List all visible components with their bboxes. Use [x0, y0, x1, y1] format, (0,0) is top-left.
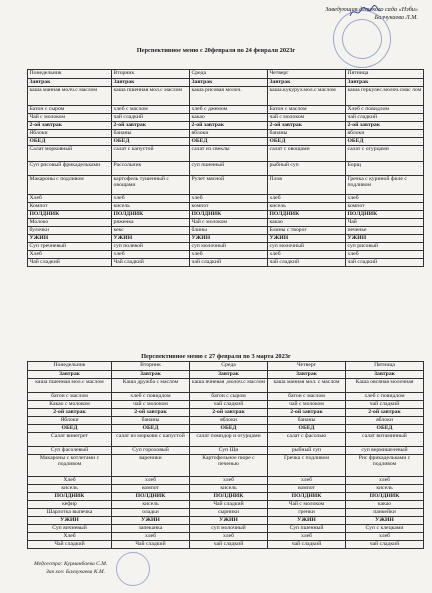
menu-cell: ОБЕД	[28, 425, 112, 433]
footer-signatures	[34, 560, 107, 576]
menu-cell: хлеб	[346, 251, 424, 259]
menu-cell: чай сладкий	[346, 114, 424, 122]
table-row	[28, 509, 424, 517]
menu-cell: хлеб	[112, 195, 190, 203]
menu-cell: оладьи	[112, 509, 190, 517]
menu-cell: кисель	[190, 485, 268, 493]
menu-cell: ПОЛДНИК	[190, 211, 268, 219]
menu-cell: чай сладкий	[190, 401, 268, 409]
menu-cell: Макароны с котлетами с подливом	[28, 455, 112, 477]
menu-cell: компот	[190, 203, 268, 211]
menu-cell: рыбный суп	[268, 162, 346, 176]
menu-cell: Завтрак	[112, 371, 190, 379]
menu-cell: ОБЕД	[346, 425, 424, 433]
menu-cell: ОБЕД	[346, 138, 424, 146]
table-row	[28, 176, 424, 195]
menu-cell: УЖИН	[28, 235, 112, 243]
menu-cell: Макароны с подливом	[28, 176, 112, 195]
table-row	[28, 130, 424, 138]
menu-cell: Чай сладкий	[190, 501, 268, 509]
table-row	[28, 259, 424, 267]
menu-cell: УЖИН	[28, 517, 112, 525]
menu-cell: 2-ой завтрак	[346, 122, 424, 130]
menu-cell: Батон с маслом	[268, 106, 346, 114]
menu-cell: булочки	[28, 227, 112, 235]
menu-cell: печенье	[346, 227, 424, 235]
menu-cell: Блины с творог	[268, 227, 346, 235]
menu-cell: чай сладкий	[346, 259, 424, 267]
table-row	[28, 501, 424, 509]
table-row	[28, 211, 424, 219]
menu-cell: ПОЛДНИК	[28, 211, 112, 219]
menu-cell: Хлеб	[28, 477, 112, 485]
table-row	[28, 433, 424, 447]
menu-cell: хлеб	[190, 195, 268, 203]
menu-cell: рыбный суп	[268, 447, 346, 455]
menu-cell: Чай с молоком	[190, 219, 268, 227]
table-row	[28, 243, 424, 251]
menu-cell: картофель тушенный с овощами	[112, 176, 190, 195]
menu-cell: Хлеб	[28, 195, 112, 203]
table-row	[28, 379, 424, 393]
menu-cell: УЖИН	[112, 235, 190, 243]
menu-cell: бананы	[112, 417, 190, 425]
approval-line-2: Балчукаева Л.М.	[374, 14, 418, 21]
menu-cell: вареники	[112, 455, 190, 477]
day-header: Пятница	[346, 362, 424, 371]
menu-cell: Рассольник	[112, 162, 190, 176]
menu-cell: кисель	[346, 485, 424, 493]
footer-stamp-icon	[116, 552, 150, 586]
menu-cell: ОБЕД	[112, 425, 190, 433]
menu-cell: Завтрак	[268, 79, 346, 87]
table-row	[28, 401, 424, 409]
menu-cell: ОБЕД	[28, 138, 112, 146]
menu-cell: кисель	[268, 203, 346, 211]
menu-cell: УЖИН	[190, 235, 268, 243]
menu-cell: ОБЕД	[112, 138, 190, 146]
menu-cell: Чай с молоком	[268, 501, 346, 509]
menu-cell: ОБЕД	[190, 425, 268, 433]
menu-cell: яблоки	[190, 130, 268, 138]
menu-cell: ОБЕД	[268, 138, 346, 146]
menu-cell: хлеб	[268, 533, 346, 541]
menu-cell: Шарлотка выпечка	[28, 509, 112, 517]
menu-cell: 2-ой завтрак	[268, 409, 346, 417]
menu-cell: каша пшенная мол.с маслом	[28, 379, 112, 393]
table-row	[28, 447, 424, 455]
menu-cell: хлеб с джемом	[190, 106, 268, 114]
menu-title-2: Перспективное меню с 27 февраля по 3 марта 2023г	[141, 353, 291, 360]
menu-cell: УЖИН	[190, 517, 268, 525]
menu-cell: 2-ой завтрак	[28, 122, 112, 130]
day-header: Вторник	[112, 70, 190, 79]
menu-cell: хлеб с повидлом	[346, 393, 424, 401]
menu-cell: хлеб	[112, 533, 190, 541]
menu-cell: батон с сыром	[190, 393, 268, 401]
menu-cell: какао	[268, 219, 346, 227]
menu-cell: каша манная мол. с маслом	[268, 379, 346, 393]
menu-cell: каша пшенная мол.с маслом	[112, 87, 190, 106]
menu-cell: хлеб	[268, 251, 346, 259]
menu-cell: 2-ой завтрак	[190, 122, 268, 130]
menu-cell: салат из свеклы	[190, 146, 268, 162]
menu-cell: хлеб	[112, 477, 190, 485]
menu-title-1: Перспективное меню с 20февраля по 24 февраля 2023г	[136, 47, 296, 54]
menu-cell: салат из моркови с капустой	[112, 433, 190, 447]
menu-cell: Рулет мясной	[190, 176, 268, 195]
table-row	[28, 195, 424, 203]
day-header-row	[28, 362, 424, 371]
table-row	[28, 455, 424, 477]
menu-cell: чай сладкий	[268, 541, 346, 549]
menu-cell: панкейки	[346, 509, 424, 517]
menu-cell: УЖИН	[268, 235, 346, 243]
menu-cell: хлеб	[346, 195, 424, 203]
menu-cell: суп рисовый	[346, 243, 424, 251]
menu-cell: ПОЛДНИК	[112, 493, 190, 501]
menu-cell: гренки	[268, 509, 346, 517]
menu-cell: Хлеб	[28, 251, 112, 259]
menu-cell: Завтрак	[190, 371, 268, 379]
menu-cell: Яблоки	[28, 130, 112, 138]
day-header-row	[28, 70, 424, 79]
menu-cell: ПОЛДНИК	[190, 493, 268, 501]
menu-cell: Чай сладкий	[28, 259, 112, 267]
menu-cell: ПОЛДНИК	[346, 493, 424, 501]
table-row	[28, 485, 424, 493]
menu-cell: хлеб	[346, 533, 424, 541]
menu-cell: блины	[190, 227, 268, 235]
menu-cell: компот	[112, 485, 190, 493]
menu-cell: Суп с клецками	[346, 525, 424, 533]
menu-cell: ПОЛДНИК	[28, 493, 112, 501]
menu-cell: батон с маслом	[268, 393, 346, 401]
menu-cell: Завтрак	[190, 79, 268, 87]
menu-cell: ОБЕД	[190, 138, 268, 146]
day-header: Среда	[190, 70, 268, 79]
menu-cell: салат с капустой	[112, 146, 190, 162]
menu-cell: хлеб	[112, 251, 190, 259]
table-row	[28, 79, 424, 87]
menu-cell: хлеб с маслом	[112, 106, 190, 114]
menu-cell: Суп гороховый	[112, 447, 190, 455]
menu-cell: хлеб	[346, 477, 424, 485]
menu-table-week-1	[27, 69, 424, 267]
menu-cell: суп молочный	[190, 525, 268, 533]
table-row	[28, 138, 424, 146]
menu-cell: суп молочный	[190, 243, 268, 251]
menu-cell: 2-ой завтрак	[190, 409, 268, 417]
menu-cell: Батон с сыром	[28, 106, 112, 114]
menu-cell: хлеб	[268, 195, 346, 203]
menu-cell: кисель	[28, 485, 112, 493]
menu-cell: Компот	[28, 203, 112, 211]
approval-line-1: Заведующая детского сада «Нэби»	[325, 6, 418, 13]
menu-cell: Гречка с куриной филе с подливом	[346, 176, 424, 195]
menu-cell: Суп фасолевый	[28, 447, 112, 455]
menu-cell: хлеб с повидлом	[112, 393, 190, 401]
table-row	[28, 517, 424, 525]
menu-cell: яблоки	[346, 130, 424, 138]
day-header: Понедельник	[28, 362, 112, 371]
menu-cell: Суп рисовый фрикадельками	[28, 162, 112, 176]
menu-cell: какао	[190, 114, 268, 122]
menu-cell: Салат морковный	[28, 146, 112, 162]
menu-cell: Рис фрикадельками с подливом	[346, 455, 424, 477]
menu-cell: Чай с молоком	[28, 114, 112, 122]
menu-cell: УЖИН	[346, 517, 424, 525]
day-header: Четверг	[268, 362, 346, 371]
menu-cell: салат с огурцами	[346, 146, 424, 162]
table-row	[28, 541, 424, 549]
menu-cell: Каша овсяная молочная	[346, 379, 424, 393]
menu-cell: бананы	[268, 130, 346, 138]
menu-cell: Суп Щи	[190, 447, 268, 455]
menu-cell: УЖИН	[346, 235, 424, 243]
menu-cell: ПОЛДНИК	[268, 211, 346, 219]
table-row	[28, 219, 424, 227]
menu-cell: чай сладкий	[346, 401, 424, 409]
menu-cell: бананы	[268, 417, 346, 425]
menu-cell: каша геркулес.молоч.смас лом	[346, 87, 424, 106]
menu-cell: чай сладкий	[112, 114, 190, 122]
menu-cell: ПОЛДНИК	[112, 211, 190, 219]
table-row	[28, 162, 424, 176]
menu-cell: чай сладкий	[190, 259, 268, 267]
day-header: Четверг	[268, 70, 346, 79]
menu-cell: каша.кукуруз.мол.с маслом	[268, 87, 346, 106]
menu-cell: Плов	[268, 176, 346, 195]
nurse-signature: Медсестра: Курманбаева С.М.	[34, 561, 108, 567]
menu-cell: Молоко	[28, 219, 112, 227]
table-row	[28, 533, 424, 541]
table-row	[28, 203, 424, 211]
menu-cell: УЖИН	[268, 517, 346, 525]
menu-cell: каша ячневая ,молоч.с маслом	[190, 379, 268, 393]
menu-cell: суп вермишелевый	[346, 447, 424, 455]
menu-cell: каша манная молч.с маслом	[28, 87, 112, 106]
table-row	[28, 409, 424, 417]
day-header: Пятница	[346, 70, 424, 79]
menu-cell: суп пшенный	[190, 162, 268, 176]
menu-cell: 2-ой завтрак	[268, 122, 346, 130]
menu-cell: ОБЕД	[268, 425, 346, 433]
table-row	[28, 87, 424, 106]
menu-cell: Чай	[346, 219, 424, 227]
menu-cell: Яблоки	[28, 417, 112, 425]
menu-table-week-2	[27, 361, 424, 549]
table-row	[28, 235, 424, 243]
table-row	[28, 146, 424, 162]
menu-cell: яблоки	[190, 417, 268, 425]
menu-cell: ПОЛДНИК	[268, 493, 346, 501]
menu-cell: салат с фасолью	[268, 433, 346, 447]
head-signature: Зав хоз: Балчукаева К.М.	[46, 569, 106, 575]
table-row	[28, 114, 424, 122]
signature-icon	[348, 4, 382, 20]
menu-cell: чай с молоком	[112, 401, 190, 409]
menu-cell: Хлеб с повидлом	[346, 106, 424, 114]
menu-cell: Суп яичневый	[28, 525, 112, 533]
menu-cell: Чай сладкий	[112, 259, 190, 267]
menu-cell: Салат винегрет	[28, 433, 112, 447]
menu-cell: компот	[346, 203, 424, 211]
menu-cell: суп полевой	[112, 243, 190, 251]
menu-cell: Завтрак	[346, 79, 424, 87]
menu-cell: чай с молоком	[268, 114, 346, 122]
table-row	[28, 493, 424, 501]
menu-cell: Гречка с подливом	[268, 455, 346, 477]
menu-cell: чай сладкий	[190, 541, 268, 549]
menu-cell: Суп гречневый	[28, 243, 112, 251]
table-row	[28, 251, 424, 259]
day-header: Понедельник	[28, 70, 112, 79]
menu-cell: хлеб	[190, 477, 268, 485]
menu-cell: хлеб	[268, 477, 346, 485]
menu-cell: Чай сладкий	[112, 541, 190, 549]
table-row	[28, 227, 424, 235]
menu-cell: кекс	[112, 227, 190, 235]
menu-cell: Завтрак	[28, 79, 112, 87]
table-row	[28, 417, 424, 425]
menu-cell: салат с овощами	[268, 146, 346, 162]
menu-cell: каша рисовая молоч.	[190, 87, 268, 106]
table-row	[28, 393, 424, 401]
table-row	[28, 477, 424, 485]
table-row	[28, 371, 424, 379]
menu-cell: Завтрак	[268, 371, 346, 379]
day-header: Среда	[190, 362, 268, 371]
table-row	[28, 525, 424, 533]
menu-cell: 2-ой завтрак	[346, 409, 424, 417]
day-header: Вторник	[112, 362, 190, 371]
menu-cell: ПОЛДНИК	[346, 211, 424, 219]
menu-cell: хлеб	[190, 251, 268, 259]
table-row	[28, 106, 424, 114]
menu-cell: кисель	[112, 203, 190, 211]
menu-cell: Чай сладкий	[28, 541, 112, 549]
menu-cell: компот	[268, 485, 346, 493]
menu-cell: 2-ой завтрак	[112, 409, 190, 417]
menu-cell: Борщ	[346, 162, 424, 176]
menu-cell: 2-ой завтрак	[112, 122, 190, 130]
menu-cell: сырники	[190, 509, 268, 517]
menu-cell: Хлеб	[28, 533, 112, 541]
menu-cell: яблоки	[346, 417, 424, 425]
menu-cell: суп молочный	[268, 243, 346, 251]
menu-cell: запеканка	[112, 525, 190, 533]
menu-cell: хлеб	[190, 533, 268, 541]
menu-cell: батон с маслом	[28, 393, 112, 401]
menu-cell: Завтрак	[28, 371, 112, 379]
menu-cell: УЖИН	[112, 517, 190, 525]
menu-cell: чай сладкий	[268, 259, 346, 267]
menu-cell: Какао с молоком	[28, 401, 112, 409]
menu-cell: чай с молоком	[268, 401, 346, 409]
menu-cell: кефир	[28, 501, 112, 509]
menu-cell: кисель	[112, 501, 190, 509]
table-row	[28, 425, 424, 433]
menu-cell: ряженка	[112, 219, 190, 227]
menu-cell: Каша дружба с маслом	[112, 379, 190, 393]
menu-cell: какао	[346, 501, 424, 509]
table-row	[28, 122, 424, 130]
menu-cell: 2-ой завтрак	[28, 409, 112, 417]
menu-cell: Суп пшенный	[268, 525, 346, 533]
menu-cell: салат витаминный	[346, 433, 424, 447]
menu-cell: бананы	[112, 130, 190, 138]
menu-cell: Завтрак	[112, 79, 190, 87]
menu-cell: чай сладкий	[346, 541, 424, 549]
menu-cell: салат помидор и огурцами	[190, 433, 268, 447]
menu-cell: Картофельное пюре с печенью	[190, 455, 268, 477]
menu-cell: Завтрак	[346, 371, 424, 379]
